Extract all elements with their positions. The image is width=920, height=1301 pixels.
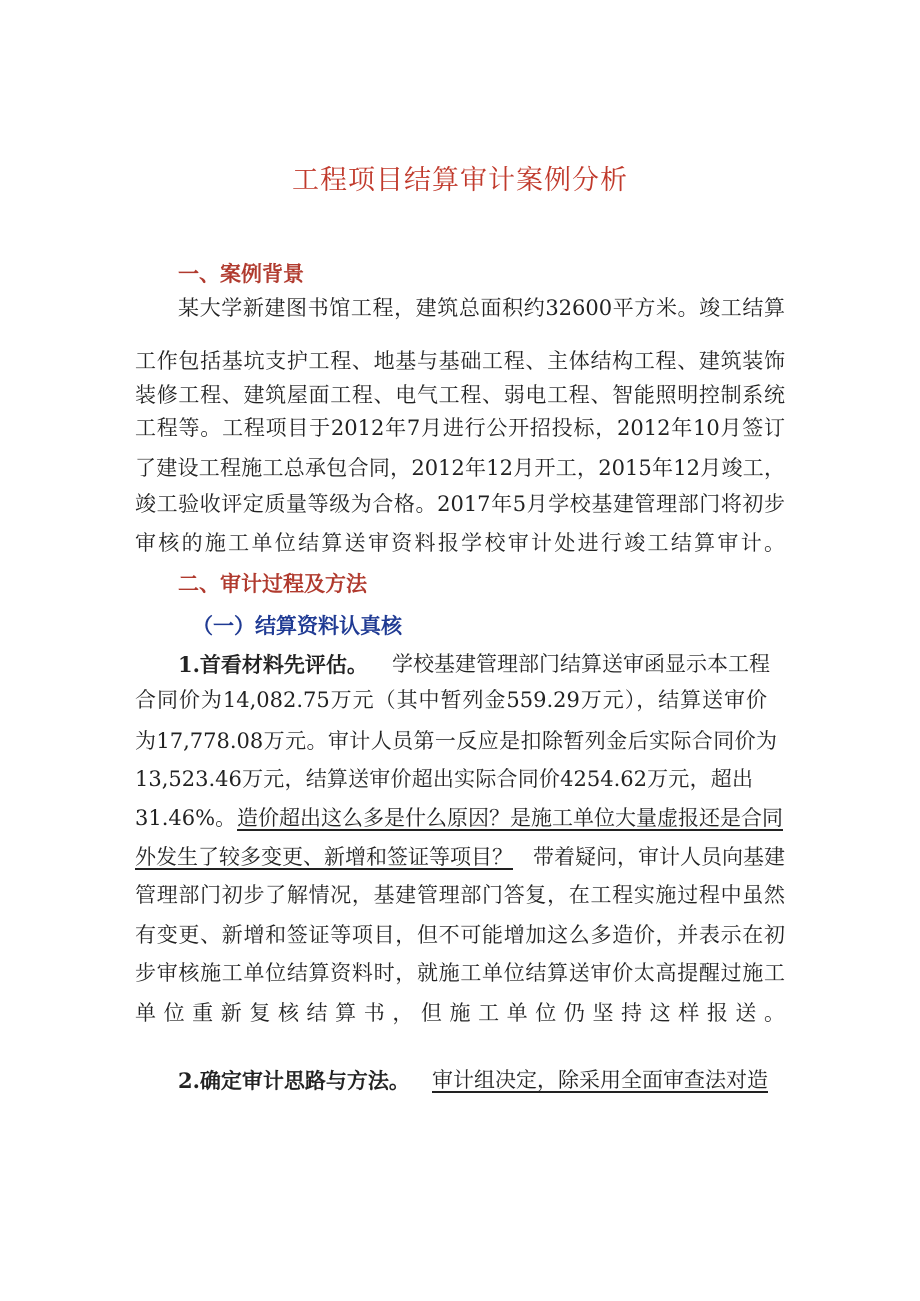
paragraph-line: 13,523.46万元，结算送审价超出实际合同价4254.62万元，超出 — [135, 767, 753, 791]
paragraph-line: 单位重新复核结算书，但施工单位仍坚持这样报送。 — [135, 1001, 785, 1025]
paragraph-line: 某大学新建图书馆工程，建筑总面积约32600平方米。竣工结算 — [178, 296, 785, 320]
paragraph-line — [135, 808, 783, 829]
paragraph-line — [178, 1070, 768, 1091]
paragraph-text: 带着疑问，审计人员向基建 — [533, 845, 785, 869]
paragraph-line: 装修工程、建筑屋面工程、电气工程、弱电工程、智能照明控制系统 — [135, 383, 785, 407]
paragraph-line: 工作包括基坑支护工程、地基与基础工程、主体结构工程、建筑装饰 — [135, 349, 785, 373]
paragraph-line: 管理部门初步了解情况，基建管理部门答复，在工程实施过程中虽然 — [135, 883, 785, 907]
paragraph-text: 学校基建管理部门结算送审函显示本工程 — [392, 652, 770, 676]
paragraph-line — [135, 847, 785, 868]
subsection-heading: （一）结算资料认真核 — [192, 613, 402, 638]
paragraph-line: 为17,778.08万元。审计人员第一反应是扣除暂列金后实际合同价为 — [135, 729, 777, 753]
underlined-text: 外发生了较多变更、新增和签证等项目？ — [135, 845, 513, 869]
underlined-text: 造价超出这么多是什么原因？是施工单位大量虚报还是合同 — [237, 806, 783, 830]
paragraph-text: 31.46%。 — [135, 806, 237, 830]
paragraph-line: 工程等。工程项目于2012年7月进行公开招投标，2012年10月签订 — [135, 416, 785, 440]
paragraph-line: 竣工验收评定质量等级为合格。2017年5月学校基建管理部门将初步 — [135, 492, 785, 516]
underlined-text: 审计组决定，除采用全面审查法对造 — [432, 1068, 768, 1092]
paragraph-line: 了建设工程施工总承包合同，2012年12月开工，2015年12月竣工， — [135, 456, 785, 480]
paragraph-line: 合同价为14,082.75万元（其中暂列金559.29万元），结算送审价 — [135, 688, 767, 712]
paragraph-line — [178, 654, 770, 675]
paragraph-lead: 1.首看材料先评估。 — [178, 652, 368, 677]
section-heading-background: 一、案例背景 — [178, 261, 304, 286]
section-heading-audit-process: 二、审计过程及方法 — [178, 571, 367, 596]
paragraph-lead: 2.确定审计思路与方法。 — [178, 1068, 410, 1093]
document-title: 工程项目结算审计案例分析 — [292, 165, 628, 196]
paragraph-line: 有变更、新增和签证等项目，但不可能增加这么多造价，并表示在初 — [135, 923, 785, 947]
paragraph-line: 步审核施工单位结算资料时，就施工单位结算送审价太高提醒过施工 — [135, 961, 785, 985]
paragraph-line: 审核的施工单位结算送审资料报学校审计处进行竣工结算审计。 — [135, 531, 785, 555]
